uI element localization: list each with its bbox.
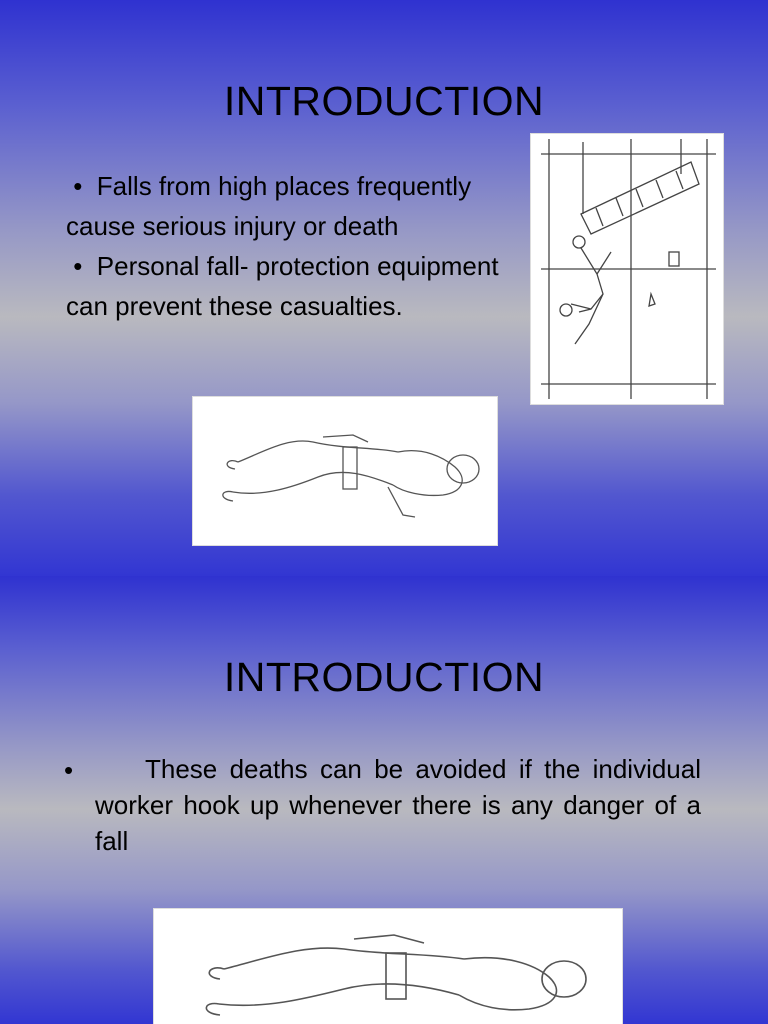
- slide-title: INTRODUCTION: [223, 78, 545, 124]
- injured-worker-illustration: [192, 396, 498, 546]
- bullet-text: These deaths can be avoided if the individual worker hook up whenever there is any danger of a fall: [95, 754, 701, 856]
- falling-worker-illustration: [530, 133, 724, 405]
- bullet-marker: •: [64, 755, 74, 785]
- bullet-text: Personal fall- protection equipment can prevent these casualties.: [66, 251, 499, 321]
- injured-worker-illustration: [153, 908, 623, 1024]
- bullet-marker: •: [73, 171, 83, 201]
- bullet-marker: •: [73, 251, 83, 281]
- slide-title: INTRODUCTION: [223, 654, 545, 700]
- bullet-text: Falls from high places frequently cause serious injury or death: [66, 171, 472, 241]
- bullet-item: [66, 246, 536, 326]
- slide-2: [0, 576, 768, 1024]
- bullet-item: [66, 166, 536, 246]
- bullet-list: [66, 166, 536, 326]
